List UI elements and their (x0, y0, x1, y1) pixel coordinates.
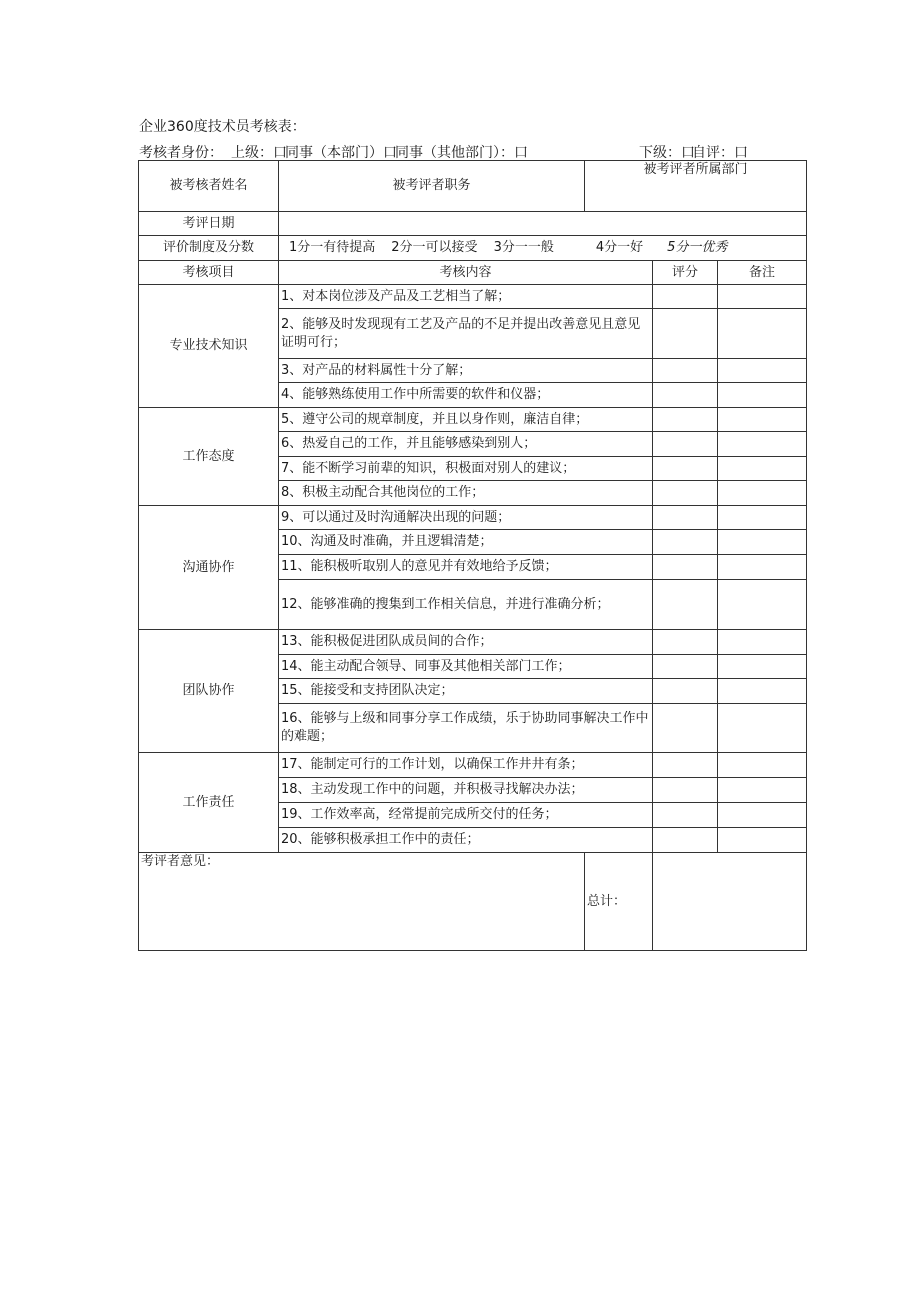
score-cell[interactable] (653, 359, 718, 383)
criterion-text: 2、能够及时发现现有工艺及产品的不足并提出改善意见且意见证明可行； (279, 309, 653, 359)
remark-cell[interactable] (718, 506, 807, 530)
remark-cell[interactable] (718, 704, 807, 753)
criterion-text: 20、能够积极承担工作中的责任； (279, 828, 653, 853)
table-row (139, 630, 807, 655)
criterion-text: 10、沟通及时准确，并且逻辑清楚； (279, 530, 653, 555)
remark-cell[interactable] (718, 679, 807, 704)
remark-cell[interactable] (718, 530, 807, 555)
total-field[interactable] (653, 853, 807, 951)
remark-cell[interactable] (718, 383, 807, 408)
remark-cell[interactable] (718, 630, 807, 655)
remark-cell[interactable] (718, 580, 807, 630)
remark-cell[interactable] (718, 285, 807, 309)
criterion-text: 14、能主动配合领导、同事及其他相关部门工作； (279, 655, 653, 679)
remark-cell[interactable] (718, 457, 807, 481)
criterion-text: 16、能够与上级和同事分享工作成绩，乐于协助同事解决工作中的难题； (279, 704, 653, 753)
remark-cell[interactable] (718, 432, 807, 457)
scale-label: 评价制度及分数 (139, 236, 279, 261)
score-cell[interactable] (653, 285, 718, 309)
score-cell[interactable] (653, 778, 718, 803)
criterion-text: 13、能积极促进团队成员间的合作； (279, 630, 653, 655)
score-cell[interactable] (653, 457, 718, 481)
category-label: 工作责任 (139, 753, 279, 853)
evaluator-roles (139, 142, 807, 162)
date-label: 考评日期 (139, 212, 279, 236)
scale-2: 2分一可以接受 (391, 240, 478, 255)
col-remark-header: 备注 (718, 261, 807, 285)
col-score-header: 评分 (653, 261, 718, 285)
col-content-header: 考核内容 (279, 261, 653, 285)
category-label: 专业技术知识 (139, 285, 279, 408)
name-label: 被考核者姓名 (139, 161, 279, 212)
criterion-text: 6、热爱自己的工作，并且能够感染到别人； (279, 432, 653, 457)
header-row-names (139, 161, 807, 212)
table-row (139, 285, 807, 309)
evaluation-table (138, 160, 807, 951)
remark-cell[interactable] (718, 481, 807, 506)
criterion-text: 5、遵守公司的规章制度，并且以身作则，廉洁自律； (279, 408, 653, 432)
category-label: 沟通协作 (139, 506, 279, 630)
table-row (139, 506, 807, 530)
role-subordinate-option[interactable]: 下级：口 (639, 145, 695, 161)
role-peer-same-dept-option[interactable]: 同事（本部门）口 (285, 145, 397, 161)
date-field[interactable] (279, 212, 807, 236)
header-row-scale (139, 236, 807, 261)
form-title: 企业360度技术员考核表： (139, 119, 306, 135)
remark-cell[interactable] (718, 309, 807, 359)
remark-cell[interactable] (718, 359, 807, 383)
scale-3: 3分一一般 (493, 240, 554, 255)
score-cell[interactable] (653, 309, 718, 359)
category-label: 工作态度 (139, 408, 279, 506)
score-cell[interactable] (653, 828, 718, 853)
scale-4: 4分一好 (595, 240, 644, 255)
remark-cell[interactable] (718, 828, 807, 853)
criterion-text: 3、对产品的材料属性十分了解； (279, 359, 653, 383)
criterion-text: 11、能积极听取别人的意见并有效地给予反馈； (279, 555, 653, 580)
score-cell[interactable] (653, 753, 718, 778)
criterion-text: 17、能制定可行的工作计划，以确保工作井井有条； (279, 753, 653, 778)
criterion-text: 19、工作效率高，经常提前完成所交付的任务； (279, 803, 653, 828)
criterion-text: 15、能接受和支持团队决定； (279, 679, 653, 704)
category-label: 团队协作 (139, 630, 279, 753)
role-peer-other-dept-option[interactable]: 同事（其他部门）：口 (395, 145, 528, 161)
role-superior-option[interactable]: 上级：口 (231, 145, 287, 161)
score-cell[interactable] (653, 408, 718, 432)
criterion-text: 12、能够准确的搜集到工作相关信息，并进行准确分析； (279, 580, 653, 630)
remark-cell[interactable] (718, 408, 807, 432)
total-label: 总计： (585, 853, 653, 951)
score-cell[interactable] (653, 580, 718, 630)
criterion-text: 1、对本岗位涉及产品及工艺相当了解； (279, 285, 653, 309)
score-cell[interactable] (653, 679, 718, 704)
criterion-text: 9、可以通过及时沟通解决出现的问题； (279, 506, 653, 530)
department-label: 被考评者所属部门 (585, 161, 807, 212)
table-row (139, 753, 807, 778)
criterion-text: 7、能不断学习前辈的知识，积极面对别人的建议； (279, 457, 653, 481)
score-cell[interactable] (653, 481, 718, 506)
header-row-date (139, 212, 807, 236)
score-cell[interactable] (653, 530, 718, 555)
role-self-option[interactable]: 自评：口 (692, 145, 748, 161)
scale-1: 1分一有待提高 (289, 240, 376, 255)
score-cell[interactable] (653, 630, 718, 655)
score-cell[interactable] (653, 704, 718, 753)
criterion-text: 18、主动发现工作中的问题，并积极寻找解决办法； (279, 778, 653, 803)
evaluator-opinion-field[interactable] (139, 853, 585, 951)
opinion-label: 考评者意见： (141, 854, 220, 869)
remark-cell[interactable] (718, 803, 807, 828)
criterion-text: 8、积极主动配合其他岗位的工作； (279, 481, 653, 506)
criterion-text: 4、能够熟练使用工作中所需要的软件和仪器； (279, 383, 653, 408)
footer-row (139, 853, 807, 951)
score-cell[interactable] (653, 432, 718, 457)
position-label: 被考评者职务 (279, 161, 585, 212)
remark-cell[interactable] (718, 778, 807, 803)
score-cell[interactable] (653, 383, 718, 408)
score-cell[interactable] (653, 555, 718, 580)
remark-cell[interactable] (718, 655, 807, 679)
score-cell[interactable] (653, 803, 718, 828)
score-cell[interactable] (653, 655, 718, 679)
score-cell[interactable] (653, 506, 718, 530)
roles-label: 考核者身份： (139, 145, 223, 161)
remark-cell[interactable] (718, 753, 807, 778)
remark-cell[interactable] (718, 555, 807, 580)
table-row (139, 408, 807, 432)
col-item-header: 考核项目 (139, 261, 279, 285)
scale-values (279, 236, 807, 261)
column-header-row (139, 261, 807, 285)
scale-5: 5分一优秀 (667, 240, 728, 255)
